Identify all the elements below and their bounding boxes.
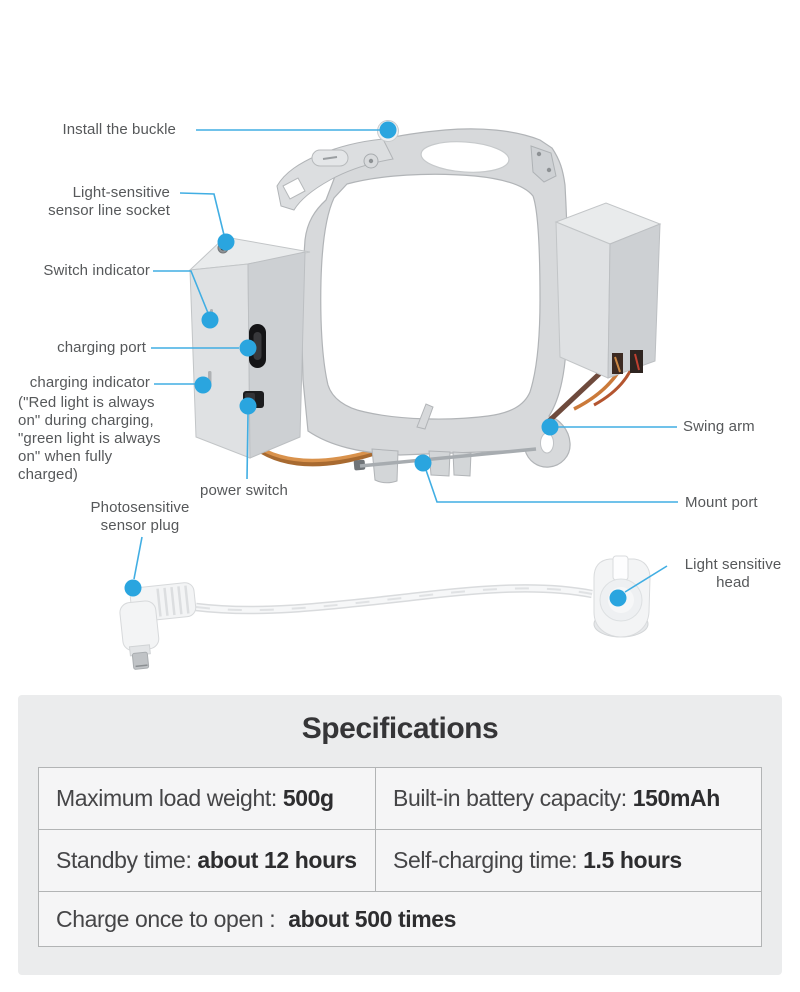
spec-value: 150mAh [632, 785, 720, 811]
note-line: on" during charging, [18, 412, 154, 429]
right-box-left-face [556, 222, 610, 378]
label-power-switch [184, 482, 304, 500]
label-mount-port [685, 494, 758, 512]
spec-cell-self-charging [376, 830, 761, 892]
label-charging-note [18, 394, 188, 484]
specifications-table [38, 767, 762, 947]
spec-value: about 12 hours [197, 847, 357, 873]
label-line: power switch [200, 482, 288, 499]
note-line: on" when fully [18, 448, 113, 465]
label-line: charging port [57, 339, 146, 356]
callout-dot-switch-indicator [202, 312, 219, 329]
label-line: Swing arm [683, 418, 755, 435]
label-charging-port [0, 339, 146, 357]
spec-cell-battery [376, 768, 761, 830]
sensor-cable [117, 556, 650, 670]
spec-value: 1.5 hours [583, 847, 682, 873]
spec-label: Self-charging time: [393, 847, 584, 873]
plug-elbow [119, 600, 160, 652]
spec-label: Standby time: [56, 847, 198, 873]
plug-metal-tip [132, 652, 149, 669]
label-line: sensor plug [100, 517, 180, 534]
swing-arm-hole [541, 433, 554, 453]
callout-dot-light-head [610, 590, 627, 607]
callout-dot-install-buckle [380, 122, 397, 139]
label-swing-arm [683, 418, 755, 436]
label-line: head [716, 574, 750, 591]
label-line: Mount port [685, 494, 758, 511]
label-line: Light sensitive [684, 556, 782, 573]
callout-dot-photosensitive-plug [125, 580, 142, 597]
head-slot [613, 556, 628, 580]
note-line: charged) [18, 466, 79, 483]
spec-value: about 500 times [288, 905, 457, 932]
note-line: ("Red light is always [18, 394, 155, 411]
hinge-screw [547, 168, 551, 172]
callout-dot-swing-arm [542, 419, 559, 436]
mount-tooth [429, 451, 450, 476]
callout-line-light-socket [180, 193, 224, 235]
spec-label: Built-in battery capacity: [393, 785, 633, 811]
label-install-buckle [16, 121, 176, 139]
specifications-title: Specifications [301, 712, 499, 745]
callout-dot-charging-port [240, 340, 257, 357]
spec-value: 500g [282, 785, 334, 811]
label-line: Light-sensitive [72, 184, 170, 201]
label-light-sensitive-head [680, 556, 786, 592]
spec-label: Maximum load weight: [56, 785, 283, 811]
callout-dot-power-switch [240, 398, 257, 415]
hinge-screw [537, 152, 541, 156]
callout-dot-mount-port [415, 455, 432, 472]
right-servo-box [556, 203, 660, 378]
spec-cell-max-load [39, 768, 376, 830]
specifications-panel [18, 695, 782, 975]
label-line: Install the buckle [62, 121, 176, 138]
label-photosensitive-plug [60, 499, 220, 535]
callout-line-photosensitive-plug [134, 537, 142, 579]
label-line: Switch indicator [43, 262, 150, 279]
pivot-screw-dot [369, 159, 373, 163]
note-line: "green light is always [18, 430, 161, 447]
clamp-frame [277, 121, 570, 483]
callout-dot-light-socket [218, 234, 235, 251]
spec-cell-standby [39, 830, 376, 892]
label-charging-indicator [0, 374, 150, 392]
callout-line-power-switch [247, 414, 248, 479]
label-line: sensor line socket [48, 202, 170, 219]
label-switch-indicator [0, 262, 150, 280]
left-box-side-face [190, 264, 250, 458]
spec-label: Charge once to open : [56, 905, 276, 932]
spec-cell-charge-cycles [39, 892, 761, 946]
label-line: Photosensitive [90, 499, 190, 516]
label-line: charging indicator [29, 374, 150, 391]
label-light-sensitive-socket [10, 184, 170, 220]
callout-dot-charging-indicator [195, 377, 212, 394]
